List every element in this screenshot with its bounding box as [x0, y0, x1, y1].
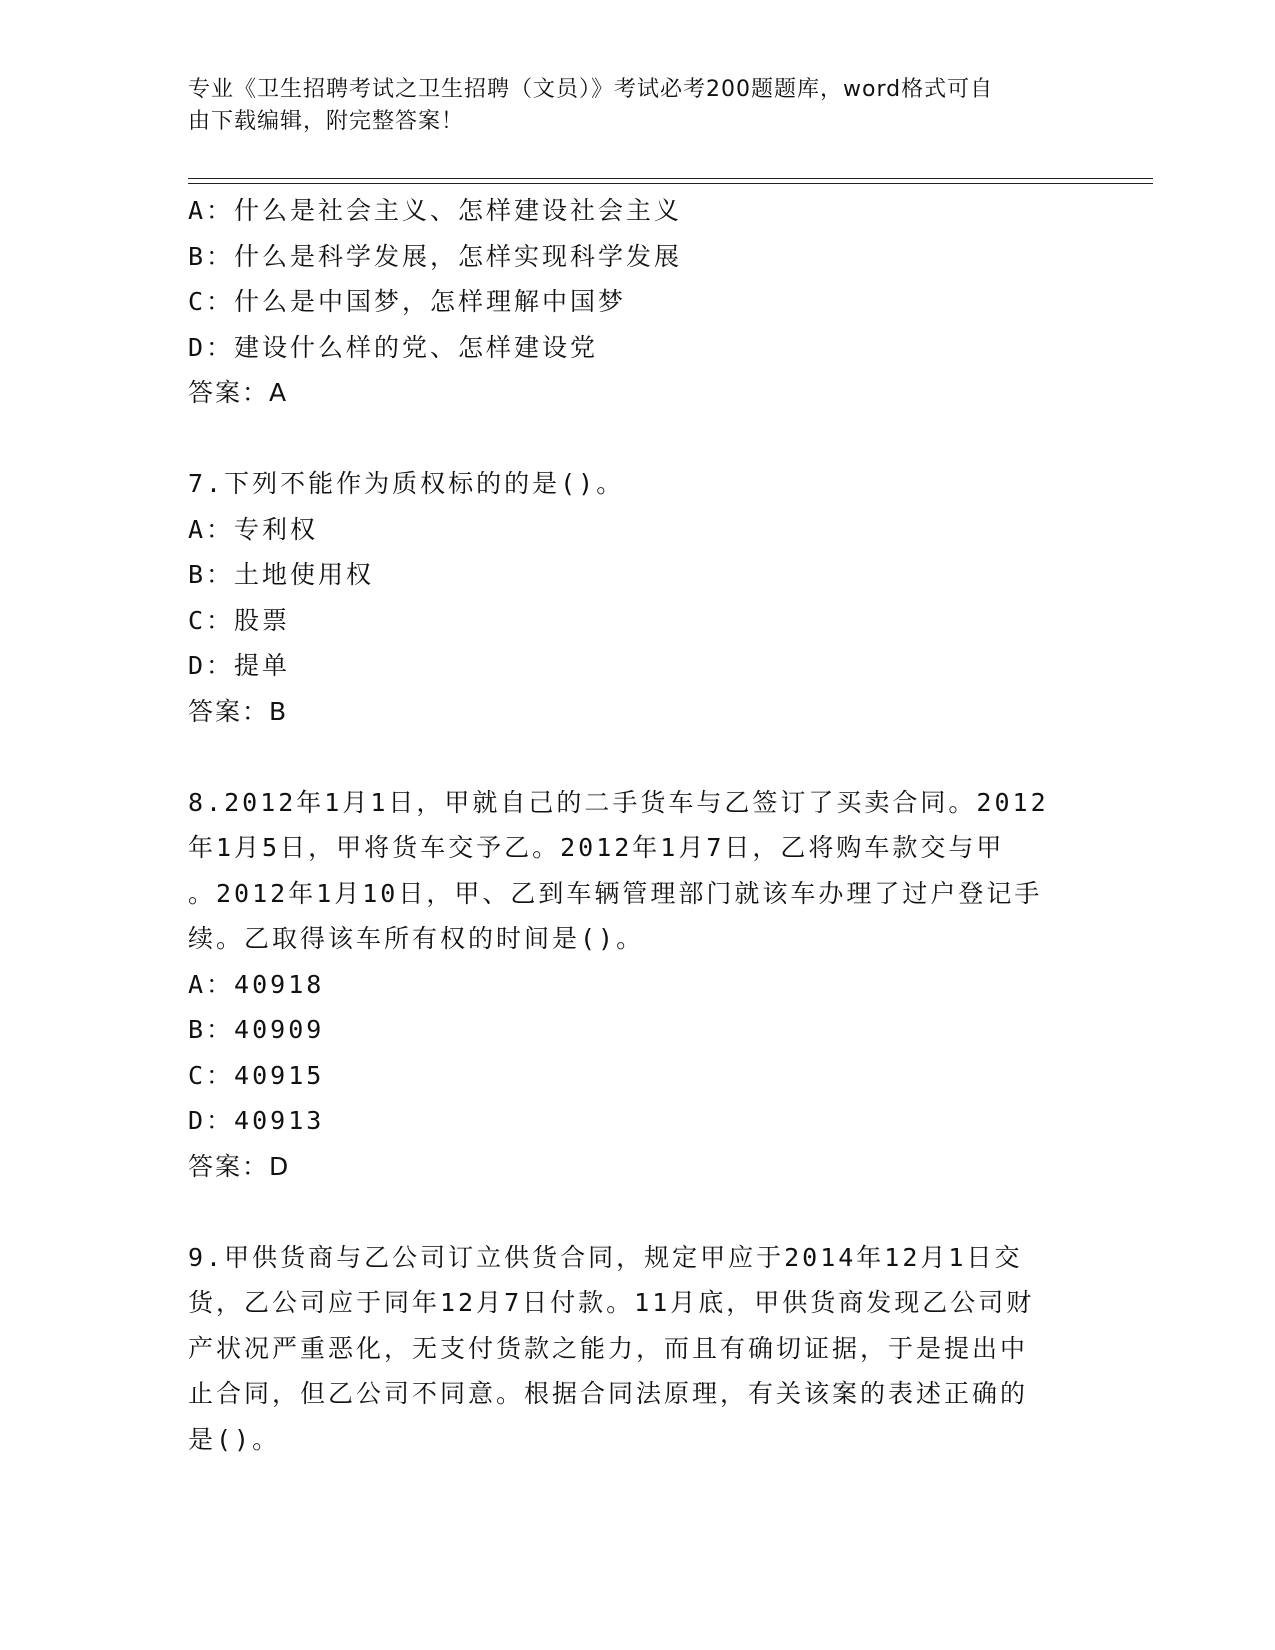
option-a: A：什么是社会主义、怎样建设社会主义: [188, 196, 683, 225]
document-header: [188, 74, 1068, 138]
spacer: [188, 416, 1088, 462]
option-c: C：40915: [188, 1060, 325, 1090]
question-6: [188, 188, 1088, 416]
option-d: D：40913: [188, 1106, 325, 1135]
header-rule-top: [188, 178, 1153, 179]
question-text-line-2: 货，乙公司应于同年12月7日付款。11月底，甲供货商发现乙公司财: [188, 1288, 1035, 1317]
question-text: 7.下列不能作为质权标的的是()。: [188, 469, 625, 498]
option-b: B：什么是科学发展，怎样实现科学发展: [188, 241, 683, 271]
answer: 答案：D: [188, 1151, 291, 1181]
option-b: B：土地使用权: [188, 560, 375, 589]
question-7: [188, 461, 1088, 734]
question-text-line-3: 产状况严重恶化，无支付货款之能力，而且有确切证据，于是提出中: [188, 1333, 1029, 1363]
question-text-line-4: 止合同，但乙公司不同意。根据合同法原理，有关该案的表述正确的: [188, 1379, 1029, 1408]
answer: 答案：A: [188, 378, 289, 407]
question-9: [188, 1235, 1088, 1463]
option-b: B：40909: [188, 1015, 325, 1044]
document-body: [188, 188, 1088, 1462]
header-line-2: 由下载编辑，附完整答案！: [188, 109, 465, 134]
header-line-1: 专业《卫生招聘考试之卫生招聘（文员）》考试必考200题题库，word格式可自: [188, 77, 994, 102]
question-text-line-1: 8.2012年1月1日，甲就自己的二手货车与乙签订了买卖合同。2012: [188, 787, 1049, 817]
option-d: D：建设什么样的党、怎样建设党: [188, 332, 599, 362]
header-rule-bottom: [188, 183, 1153, 184]
spacer: [188, 734, 1088, 780]
answer: 答案：B: [188, 696, 289, 726]
question-text-line-3: 。2012年1月10日，甲、乙到车辆管理部门就该车办理了过户登记手: [188, 878, 1043, 908]
question-8: [188, 780, 1088, 1190]
option-c: C：股票: [188, 605, 291, 635]
question-text-line-2: 年1月5日，甲将货车交予乙。2012年1月7日，乙将购车款交与甲: [188, 833, 1005, 862]
question-text-line-5: 是()。: [188, 1424, 281, 1454]
option-c: C：什么是中国梦，怎样理解中国梦: [188, 287, 627, 316]
option-a: A：40918: [188, 969, 325, 999]
question-text-line-4: 续。乙取得该车所有权的时间是()。: [188, 924, 645, 953]
option-d: D：提单: [188, 651, 291, 680]
spacer: [188, 1189, 1088, 1235]
option-a: A：专利权: [188, 514, 319, 544]
question-text-line-1: 9.甲供货商与乙公司订立供货合同，规定甲应于2014年12月1日交: [188, 1242, 1023, 1272]
